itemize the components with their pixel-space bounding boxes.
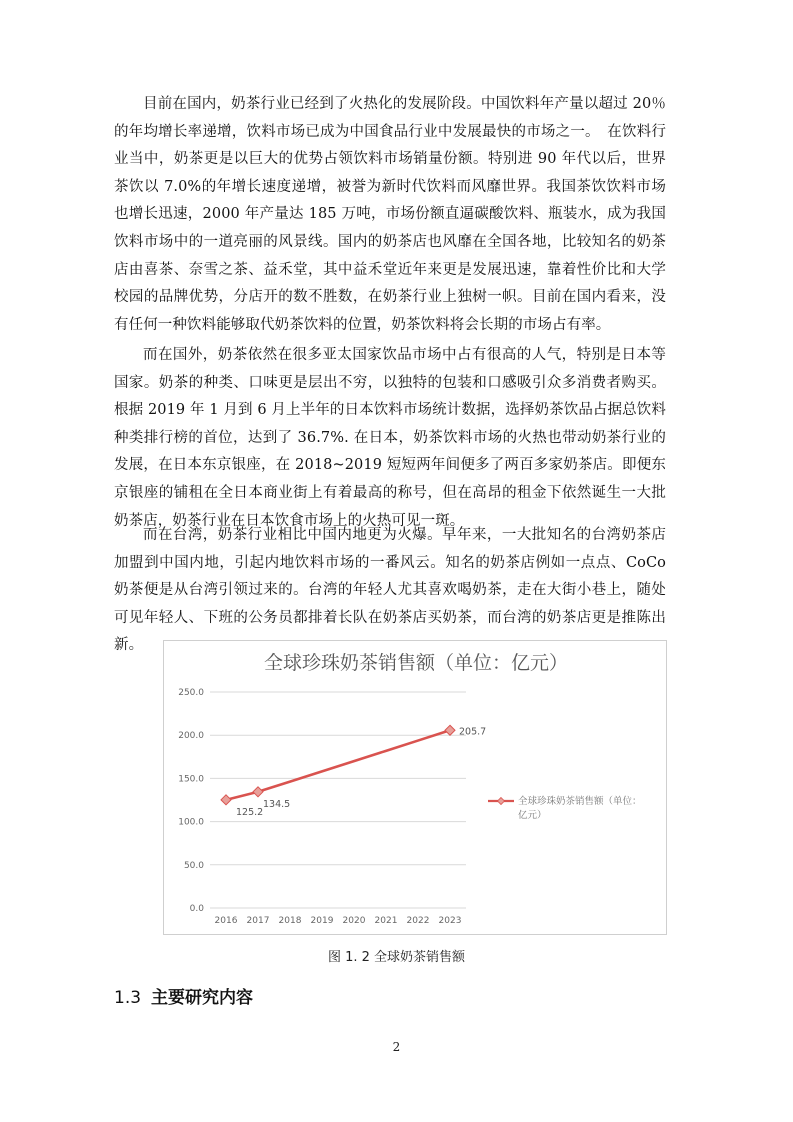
- y-tick-label: 100.0: [178, 817, 204, 828]
- data-point-marker: [221, 795, 231, 805]
- x-tick-label: 2018: [278, 916, 302, 926]
- data-label: 134.5: [263, 798, 291, 810]
- y-tick-label: 0.0: [189, 904, 204, 914]
- chart-title: 全球珍珠奶茶销售额（单位：亿元）: [263, 652, 569, 674]
- x-tick-label: 2023: [438, 916, 462, 926]
- y-tick-label: 200.0: [178, 731, 204, 742]
- legend-label: 全球珍珠奶茶销售额（单位：: [518, 796, 642, 807]
- x-tick-label: 2021: [374, 916, 398, 926]
- legend-label-cont: 亿元）: [518, 810, 547, 821]
- sales-chart: [163, 640, 667, 935]
- body-paragraph-2: 而在国外，奶茶依然在很多亚太国家饮品市场中占有很高的人气，特别是日本等国家。奶茶的种类、口味更是层出不穷，以独特的包装和口感吸引众多消费者购买。根据 2019 年 1 月到 6 月上半年的日本饮料市场统计数据，选择奶茶饮品占据总饮料种类排行榜的首位，达到了 36.7%. 在日本，奶茶饮料市场的火热也带动奶茶行业的发展，在日本东京银座，在 2018~2019 短短两年间便多了两百多家奶茶店。即便东京银座的铺租在全日本商业街上有着最高的称号，但在高昂的租金下依然诞生一大批奶茶店，奶茶行业在日本饮食市场上的火热可见一斑。: [114, 347, 666, 529]
- y-tick-label: 250.0: [178, 688, 204, 698]
- x-tick-label: 2019: [310, 916, 334, 926]
- legend-marker-swatch: [498, 798, 505, 805]
- y-tick-label: 50.0: [183, 860, 204, 871]
- section-number: 1.3: [114, 988, 142, 1008]
- data-point-marker: [445, 725, 455, 735]
- body-paragraph-1: 目前在国内，奶茶行业已经到了火热化的发展阶段。中国饮料年产量以超过 20％的年均增长率递增，饮料市场已成为中国食品行业中发展最快的市场之一。 在饮料行业当中，奶茶更是以巨大的优势占领饮料市场销量份额。特别进 90 年代以后，世界茶饮以 7.0%的年增长速度递增，被誉为新时代饮料而风靡世界。我国茶饮饮料市场也增长迅速，2000 年产量达 185 万吨，市场份额直逼碳酸饮料、瓶装水，成为我国饮料市场中的一道亮丽的风景线。国内的奶茶店也风靡在全国各地，比较知名的奶茶店由喜茶、奈雪之茶、益禾堂，其中益禾堂近年来更是发展迅速，靠着性价比和大学校园的品牌优势，分店开的数不胜数，在奶茶行业上独树一帜。目前在国内看来，没有任何一种饮料能够取代奶茶饮料的位置，奶茶饮料将会长期的市场占有率。: [114, 96, 666, 333]
- body-paragraph-3: 而在台湾，奶茶行业相比中国内地更为火爆。早年来，一大批知名的台湾奶茶店加盟到中国内地，引起内地饮料市场的一番风云。知名的奶茶店例如一点点、CoCo 奶茶便是从台湾引领过来的。台湾的年轻人尤其喜欢喝奶茶，走在大街小巷上，随处可见年轻人、下班的公务员都排着长队在奶茶店买奶茶，而台湾的奶茶店更是推陈出新。: [114, 527, 666, 654]
- sales-chart-canvas: [164, 641, 668, 936]
- x-tick-label: 2016: [214, 916, 238, 926]
- data-point-marker: [253, 787, 263, 797]
- x-tick-label: 2017: [246, 916, 270, 926]
- section-title: 主要研究内容: [151, 988, 254, 1008]
- y-tick-label: 150.0: [178, 774, 204, 785]
- page-number: 2: [392, 1040, 401, 1054]
- figure-caption: 图 1. 2 全球奶茶销售额: [327, 950, 466, 965]
- x-tick-label: 2020: [342, 916, 366, 926]
- section-heading: [114, 983, 253, 1008]
- data-label: 125.2: [236, 806, 264, 818]
- data-label: 205.7: [459, 726, 487, 738]
- x-tick-label: 2022: [406, 916, 430, 926]
